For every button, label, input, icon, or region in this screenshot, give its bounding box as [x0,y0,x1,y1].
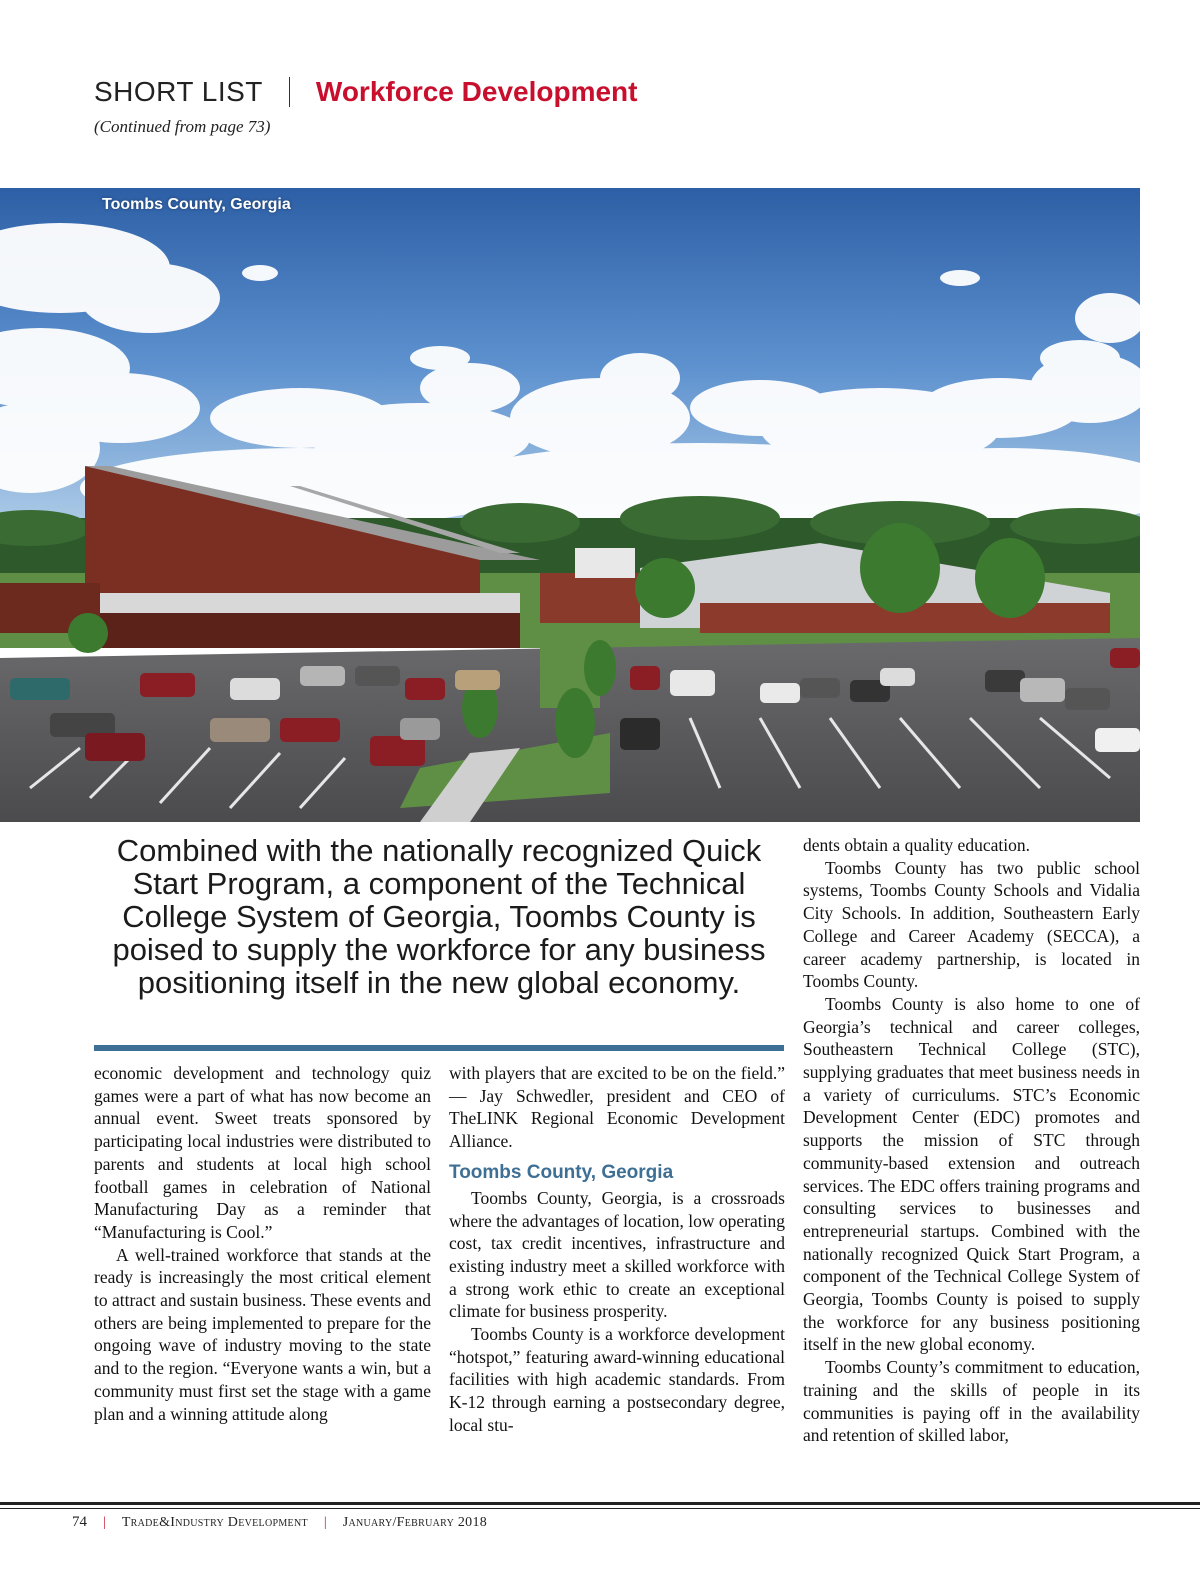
section-title: Workforce Development [315,76,638,107]
publication-name: Trade&Industry Development [121,1515,308,1530]
header-divider [289,77,290,107]
paragraph: with players that are excited to be on the field.” — Jay Schwedler, president and CEO of TheLINK Regional Economic Development Alliance. [449,1063,785,1152]
footer-rule [0,1502,1200,1505]
paragraph: economic development and technology quiz games were a part of what has now become an annual event. Sweet treats sponsored by participating local industries were distributed to parents and students at local high school football games in celebration of National Manufacturing Day as a reminder that “Manufacturing is Cool.” [94,1063,431,1242]
paragraph: dents obtain a quality education. [803,835,1030,855]
article-column-1 [94,1062,431,1425]
paragraph: A well-trained workforce that stands at the ready is increasingly the most critical element to attract and sustain business. These events and others are being implemented to prepare for the ongoing wave of industry moving to the state and to the region. “Everyone wants a win, but a community must first set the stage with a game plan and a winning attitude along [94,1244,431,1424]
campus-photo [0,188,1140,822]
footer-separator: | [323,1515,327,1530]
paragraph: Toombs County has two public school systems, Toombs County Schools and Vidalia City Schools. In addition, Southeastern Early College and Career Academy (SECCA), a career academy partnership, is located in Toombs County. [803,857,1140,992]
paragraph: Toombs County is a workforce development “hotspot,” featuring award-winning educational facilities with high academic standards. From K-12 through earning a postsecondary degree, local stu- [449,1324,785,1435]
footer-rule-thin [0,1508,1200,1509]
continued-note: (Continued from page 73) [94,117,271,136]
photo-caption: Toombs County, Georgia [102,196,291,213]
article-subhead: Toombs County, Georgia [449,1161,674,1183]
pull-quote-rule [94,1045,784,1051]
issue-date: January/February 2018 [342,1515,488,1530]
page-header [94,76,637,108]
page-number: 74 [72,1514,87,1530]
article-column-3 [803,834,1140,1447]
footer-separator: | [103,1515,106,1530]
paragraph: Toombs County, Georgia, is a crossroads where the advantages of location, low operating cost, tax credit incentives, infrastructure and existing industry meet a skilled workforce with a strong work ethic to create an exceptional climate for business prosperity. [449,1187,785,1322]
article-column-2 [449,1062,785,1437]
pull-quote: Combined with the nationally recognized Quick Start Program, a component of the Technical College System of Georgia, Toombs County is poised to supply the workforce for any business positioning itself in the new global economy. [112,833,766,1000]
paragraph: Toombs County’s commitment to education, training and the skills of people in its communities is paying off in the availability and retention of skilled labor, [803,1357,1140,1446]
page-footer [72,1514,487,1531]
section-label: SHORT LIST [94,76,263,107]
paragraph: Toombs County is also home to one of Georgia’s technical and career colleges, Southeastern Technical College (STC), supplying graduates that meet business needs in a variety of curriculums. STC’s Economic Development Center (EDC) promotes and supports the mission of STC through community-based extension and outreach services. The EDC offers training programs and consulting services to businesses and entrepreneurial startups. Combined with the nationally recognized Quick Start Program, a component of the Technical College System of Georgia, Toombs County is poised to supply the workforce for any business positioning itself in the new global economy. [803,993,1140,1355]
